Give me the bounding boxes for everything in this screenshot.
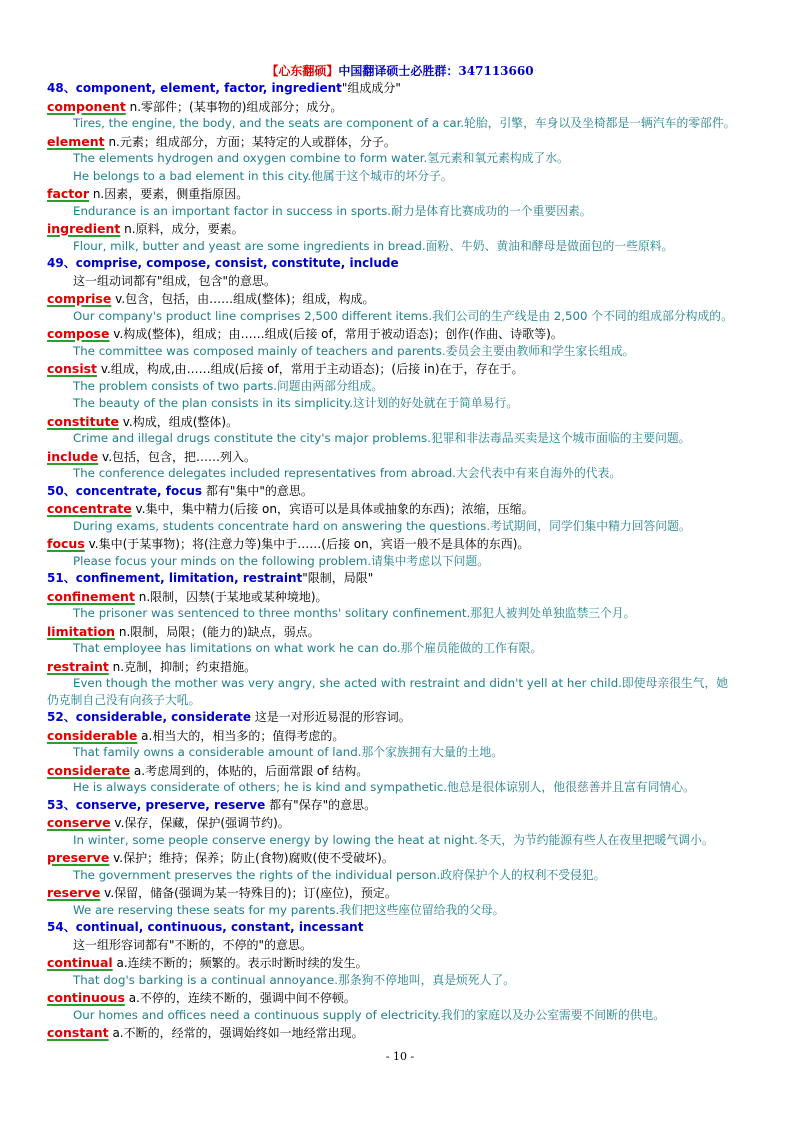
example-sentence: The committee was composed mainly of teachers and parents.委员会主要由教师和学生家长组成。 xyxy=(73,343,635,358)
section-title-tail: "组成成分" xyxy=(341,81,401,95)
headword: restraint xyxy=(47,658,109,674)
example-line: 仍克制自己没有向孩子大吼。 xyxy=(47,693,201,707)
example-sentence: Crime and illegal drugs constitute the city's major problems.犯罪和非法毒品买卖是这个城市面临的主要问题。 xyxy=(73,431,691,445)
definition-text: v.构成，组成(整体)。 xyxy=(118,414,239,429)
example-sentence: Endurance is an important factor in success in sports.耐力是体育比赛成功的一个重要因素。 xyxy=(73,203,592,218)
entry-definition xyxy=(47,535,767,553)
definition-text: a.不停的，连续不断的，强调中间不停顿。 xyxy=(124,991,356,1005)
section-title: 48、component, element, factor, ingredient xyxy=(47,81,342,95)
headword: focus xyxy=(47,536,85,551)
example-sentence: The problem consists of two parts.问题由两部分组成。 xyxy=(73,378,384,393)
definition-text: a.考虑周到的，体贴的，后面常跟 of 结构。 xyxy=(130,763,369,778)
definition-text: v.集中(于某事物)；将(注意力等)集中于……(后接 on，宾语一般不是具体的东西)。 xyxy=(84,537,530,551)
entry-definition xyxy=(47,588,767,606)
page-header xyxy=(0,62,800,80)
section-title-tail: 都有"集中"的意思。 xyxy=(202,483,313,498)
definition-text: n.零部件；(某事物的)组成部分；成分。 xyxy=(125,99,343,114)
document-body xyxy=(47,80,767,1042)
headword: conserve xyxy=(47,815,111,830)
definition-text: n.原料，成分，要素。 xyxy=(120,222,244,236)
entry-definition xyxy=(47,623,767,641)
entry-definition xyxy=(47,762,767,780)
definition-text: a.不断的，经常的，强调始终如一地经常出现。 xyxy=(108,1026,364,1040)
example-sentence-wrapped xyxy=(47,675,767,709)
definition-text: n.限制，囚禁(于某地或某种境地)。 xyxy=(134,589,328,604)
example-sentence: In winter, some people conserve energy by lowing the heat at night.冬天，为节约能源有些人在夜里把暖气调小。 xyxy=(73,832,714,847)
definition-text: v.包含，包括，由……组成(整体)；组成，构成。 xyxy=(111,292,375,306)
section-heading xyxy=(47,483,767,501)
section-intro: 这一组动词都有"组成，包含"的意思。 xyxy=(73,273,277,288)
example-sentence: The prisoner was sentenced to three months' solitary confinement.那犯人被判处单独监禁三个月。 xyxy=(73,606,636,620)
example-sentence: The elements hydrogen and oxygen combine to form water.氢元素和氧元素构成了水。 xyxy=(73,151,569,165)
example-sentence: Tires, the engine, the body, and the seats are component of a car.轮胎，引擎，车身以及坐椅都是一辆汽车的零部件。 xyxy=(73,116,736,130)
example-sentence: That employee has limitations on what work he can do.那个雇员能做的工作有限。 xyxy=(73,641,543,655)
entry-definition xyxy=(47,185,767,203)
entry-definition xyxy=(47,814,767,832)
headword: factor xyxy=(47,186,90,201)
entry-definition xyxy=(47,1024,767,1042)
header-group: 中国翻译硕士必胜群：347113660 xyxy=(338,64,534,78)
headword: element xyxy=(47,133,105,149)
section-heading xyxy=(47,709,767,727)
definition-text: v.保存，保藏，保护(强调节约)。 xyxy=(110,816,290,830)
section-title-tail: "限制，局限" xyxy=(302,571,374,585)
entry-definition xyxy=(47,849,767,867)
example-sentence: The beauty of the plan consists in its simplicity.这计划的好处就在于简单易行。 xyxy=(73,396,519,410)
definition-text: v.组成，构成,由……组成(后接 of，常用于主动语态)；(后接 in)在于，存在于。 xyxy=(97,362,524,376)
example-sentence: Our company's product line comprises 2,500 different items.我们公司的生产线是由 2,500 个不同的组成部分构成的。 xyxy=(73,308,733,323)
example-sentence: The government preserves the rights of the individual person.政府保护个人的权利不受侵犯。 xyxy=(73,867,606,882)
header-brand: 【心东翻硕】 xyxy=(266,64,339,78)
section-heading xyxy=(47,80,767,98)
example-sentence: He is always considerate of others; he is kind and sympathetic.他总是很体谅别人，他很慈善并且富有同情心。 xyxy=(73,780,695,794)
entry-definition xyxy=(47,989,767,1007)
entry-definition xyxy=(47,98,767,116)
entry-definition xyxy=(47,133,767,151)
entry-definition xyxy=(47,500,767,518)
section-title: 51、confinement, limitation, restraint xyxy=(47,571,303,585)
entry-definition xyxy=(47,658,767,676)
page-number: - 10 - xyxy=(385,1050,415,1063)
headword: concentrate xyxy=(47,501,132,516)
example-sentence: Our homes and offices need a continuous supply of electricity.我们的家庭以及办公室需要不间断的供电。 xyxy=(73,1007,666,1022)
headword: ingredient xyxy=(47,221,121,236)
example-sentence: Please focus your minds on the following problem.请集中考虑以下问题。 xyxy=(73,553,490,568)
section-heading xyxy=(47,255,767,273)
definition-text: n.克制，抑制；约束措施。 xyxy=(108,659,257,674)
headword: limitation xyxy=(47,623,116,639)
headword: preserve xyxy=(47,850,110,865)
section-intro: 这一组形容词都有"不断的，不停的"的意思。 xyxy=(73,937,313,952)
section-heading xyxy=(47,570,767,588)
example-sentence: We are reserving these seats for my parents.我们把这些座位留给我的父母。 xyxy=(73,902,505,917)
entry-definition xyxy=(47,954,767,972)
definition-text: a.连续不断的；频繁的。表示时断时续的发生。 xyxy=(112,956,368,970)
example-line: Even though the mother was very angry, she acted with restraint and didn't yell at her child.即使母亲很生气，她 xyxy=(73,676,729,690)
headword: reserve xyxy=(47,885,101,900)
headword: comprise xyxy=(47,291,112,306)
headword: constant xyxy=(47,1025,109,1040)
section-heading xyxy=(47,919,767,937)
entry-definition xyxy=(47,884,767,902)
entry-definition xyxy=(47,290,767,308)
section-title: 50、concentrate, focus xyxy=(47,483,203,498)
section-title: 54、continual, continuous, constant, incessant xyxy=(47,920,364,934)
example-sentence: He belongs to a bad element in this city.他属于这个城市的坏分子。 xyxy=(73,168,453,183)
section-title: 53、conserve, preserve, reserve xyxy=(47,797,266,812)
headword: considerable xyxy=(47,727,138,743)
headword: continual xyxy=(47,955,113,970)
headword: consist xyxy=(47,361,98,376)
section-title: 52、considerable, considerate xyxy=(47,710,251,724)
headword: constitute xyxy=(47,413,119,429)
headword: compose xyxy=(47,326,110,341)
definition-text: v.包括，包含，把……列入。 xyxy=(98,449,257,464)
headword: continuous xyxy=(47,990,125,1005)
entry-definition xyxy=(47,448,767,466)
definition-text: n.限制，局限；(能力的)缺点，弱点。 xyxy=(115,624,320,639)
entry-definition xyxy=(47,727,767,745)
definition-text: n.因素，要素，侧重指原因。 xyxy=(89,187,249,201)
definition-text: n.元素；组成部分，方面；某特定的人或群体，分子。 xyxy=(104,134,396,149)
entry-definition xyxy=(47,413,767,431)
entry-definition xyxy=(47,220,767,238)
section-title-tail: 都有"保存"的意思。 xyxy=(265,797,377,812)
section-heading xyxy=(47,797,767,815)
section-title-tail: 这是一对形近易混的形容词。 xyxy=(250,710,411,724)
entry-definition xyxy=(47,360,767,378)
example-sentence: During exams, students concentrate hard on answering the questions.考试期间，同学们集中精力回答问题。 xyxy=(73,518,691,533)
example-sentence: That dog's barking is a continual annoyance.那条狗不停地叫，真是烦死人了。 xyxy=(73,972,515,987)
headword: include xyxy=(47,448,99,464)
example-sentence: The conference delegates included representatives from abroad.大会代表中有来自海外的代表。 xyxy=(73,466,622,480)
headword: confinement xyxy=(47,588,135,604)
definition-text: v.保护；维持；保养；防止(食物)腐败(使不受破坏)。 xyxy=(109,851,394,865)
section-title: 49、comprise, compose, consist, constitute, include xyxy=(47,256,399,270)
definition-text: v.集中，集中精力(后接 on，宾语可以是具体或抽象的东西)；浓缩，压缩。 xyxy=(131,502,534,516)
definition-text: a.相当大的，相当多的；值得考虑的。 xyxy=(137,728,345,743)
headword: component xyxy=(47,98,126,114)
definition-text: v.保留，储备(强调为某一特殊目的)；订(座位)，预定。 xyxy=(100,886,397,900)
definition-text: v.构成(整体)，组成；由……组成(后接 of，常用于被动语态)；创作(作曲、诗歌等)。 xyxy=(109,327,563,341)
example-sentence: Flour, milk, butter and yeast are some ingredients in bread.面粉、牛奶、黄油和酵母是做面包的一些原料。 xyxy=(73,238,674,253)
headword: considerate xyxy=(47,762,131,778)
entry-definition xyxy=(47,325,767,343)
example-sentence: That family owns a considerable amount of land.那个家族拥有大量的土地。 xyxy=(73,745,504,759)
